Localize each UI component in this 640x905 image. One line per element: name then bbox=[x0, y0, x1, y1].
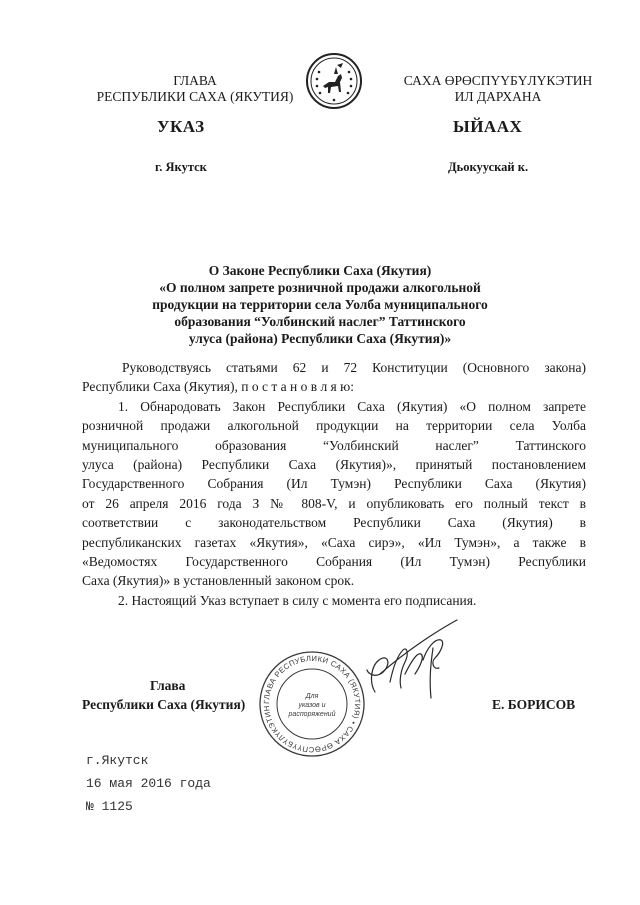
body-line: Саха (Якутия)» в установленный законом срок. bbox=[82, 573, 355, 589]
title-line: продукции на территории села Уолба муниципального bbox=[152, 297, 488, 312]
stamp-center-line3: распоряжений bbox=[288, 711, 336, 718]
body-line: 2. Настоящий Указ вступает в силу с момента его подписания. bbox=[118, 592, 477, 608]
stamp-center-line2: указов и bbox=[298, 702, 326, 709]
footer bbox=[86, 749, 211, 818]
body-line: розничной продажи алкогольной продукции на территории села Уолба bbox=[82, 418, 586, 434]
body-line: Руководствуясь статьями 62 и 72 Конституции (Основного закона) bbox=[122, 360, 586, 375]
signature-title-line1: Глава bbox=[150, 678, 186, 693]
title-line: улуса (района) Республики Саха (Якутия)» bbox=[188, 331, 452, 346]
stamp-ring-text: ГЛАВА РЕСПУБЛИКИ САХА (ЯКУТИЯ) • САХА ӨРӨСПҮҮБҮЛҮКЭТИН bbox=[261, 653, 363, 755]
body-line: соответствии с законодательством Республики Саха (Якутия) в bbox=[82, 515, 586, 531]
header-left-line1: ГЛАВА bbox=[173, 73, 217, 88]
header-left bbox=[70, 73, 320, 105]
handwritten-signature bbox=[345, 612, 465, 712]
footer-city: г.Якутск bbox=[86, 753, 149, 768]
document-type-left: УКАЗ bbox=[157, 117, 205, 136]
body-line: от 26 апреля 2016 года З № 808-V, и опубликовать его полный текст в bbox=[82, 495, 586, 511]
header-right bbox=[378, 73, 618, 105]
body-line: муниципального образования “Уолбинский наслег” Таттинского bbox=[82, 437, 586, 453]
title-line: «О полном запрете розничной продажи алкогольной bbox=[159, 280, 481, 295]
decree-title bbox=[60, 262, 580, 347]
footer-date: 16 мая 2016 года bbox=[86, 776, 211, 791]
coat-of-arms-emblem bbox=[305, 52, 363, 110]
footer-number: № 1125 bbox=[86, 799, 133, 814]
body-line: республиканских газетах «Якутия», «Саха сирэ», «Ил Тумэн», а также в bbox=[82, 534, 586, 550]
body-line: Республики Саха (Якутия), п о с т а н о в л я ю: bbox=[82, 379, 354, 395]
body-line: «Ведомостях Государственного Собрания (Ил Тумэн) Республики bbox=[82, 554, 586, 570]
title-line: О Законе Республики Саха (Якутия) bbox=[208, 263, 432, 278]
body-line: 1. Обнародовать Закон Республики Саха (Якутия) «О полном запрете bbox=[118, 398, 586, 414]
title-line: образования “Уолбинский наслег” Таттинского bbox=[174, 314, 466, 329]
header-right-line1: САХА ӨРӨСПҮҮБҮЛҮКЭТИН bbox=[403, 73, 593, 88]
document-type-right: ЫЙААХ bbox=[453, 117, 523, 136]
city-left: г. Якутск bbox=[155, 160, 207, 174]
header-right-line2: ИЛ ДАРХАНА bbox=[454, 89, 542, 104]
body-line: улуса (района) Республики Саха (Якутия)», принятый постановлением bbox=[82, 457, 586, 473]
header-left-line2: РЕСПУБЛИКИ САХА (ЯКУТИЯ) bbox=[96, 89, 294, 104]
decree-body bbox=[82, 358, 586, 610]
signatory-name: Е. БОРИСОВ bbox=[492, 697, 576, 712]
stamp-center-line1: Для bbox=[305, 693, 319, 700]
city-right: Дьокуускай к. bbox=[448, 160, 529, 174]
body-line: Государственного Собрания (Ил Тумэн) Республики Саха (Якутия) bbox=[82, 476, 586, 492]
signature-title-line2: Республики Саха (Якутия) bbox=[82, 697, 246, 712]
